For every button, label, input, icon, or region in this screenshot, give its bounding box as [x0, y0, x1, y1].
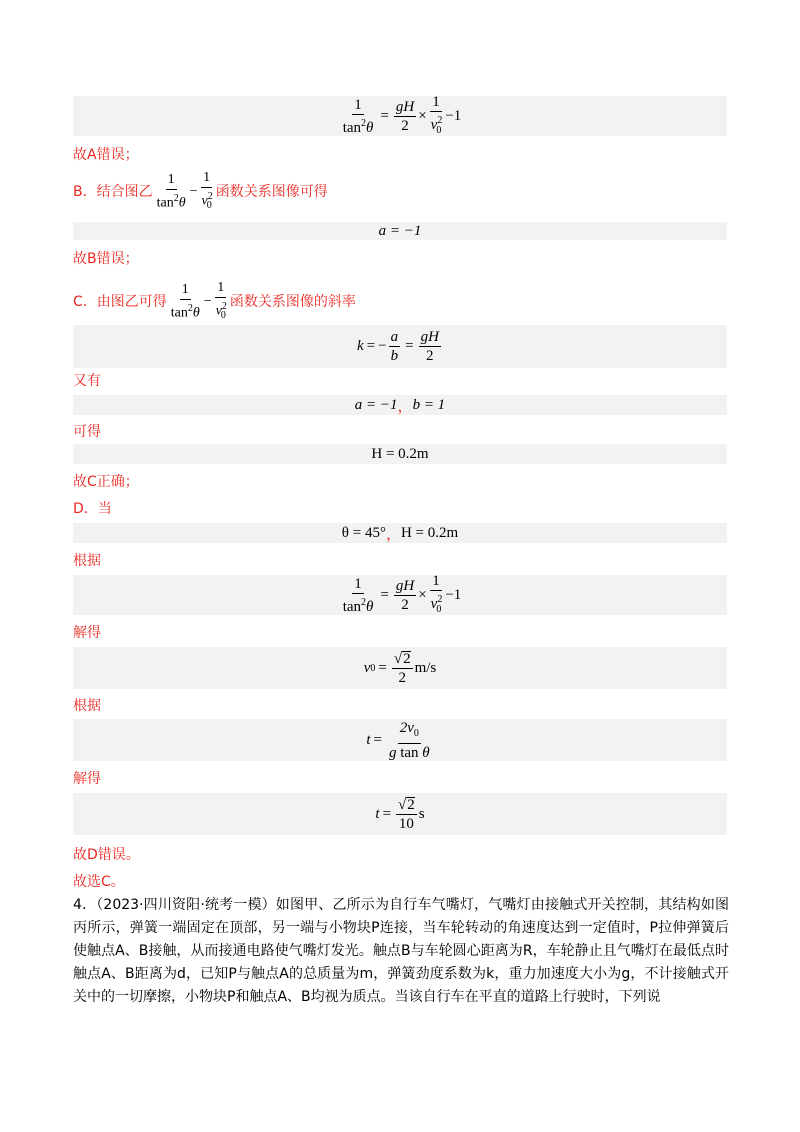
text-line-c-correct: 故C正确；	[73, 474, 139, 490]
fraction-v0: $\frac{1}{v^2_0}$	[430, 93, 443, 136]
equation-band-7: $\frac{1}{\tan^2\theta}$ = $\frac{gH}{2}$ × $\frac{1}{v^2_0}$ −1	[73, 575, 727, 615]
equation-band-2: a = −1	[73, 222, 727, 240]
text-line-solve-2: 解得	[73, 771, 101, 787]
equation-band-10: t = √ 2 10 s	[73, 793, 727, 835]
equation-band-3: k = − $\frac{a}{b}$ = $\frac{gH}{2}$	[73, 325, 727, 368]
text-line-c: C．由图乙可得 $\frac{1}{\tan^2\theta}$ − $\frac{1}{v^2_0}$ 函数关系图像的斜率	[73, 279, 356, 322]
equation-band-9: t = $\frac{2v_0}{\text{g tan θ}}$	[73, 719, 727, 761]
equation-band-5: H = 0.2m	[73, 444, 727, 464]
text-line-according-1: 根据	[73, 553, 101, 569]
equation-band-8: v 0 = √ 2 2 m/s	[73, 647, 727, 689]
text-line-b: B．结合图乙 $\frac{1}{\tan^2\theta}$ − $\frac{1}{v^2_0}$ 函数关系图像可得	[73, 169, 328, 212]
equation-band-6: θ = 45° ， H = 0.2m	[73, 523, 727, 543]
text-line-b-wrong: 故B错误；	[73, 251, 139, 267]
fraction-lhs: $\frac{1}{\tan^2\theta}$	[342, 96, 374, 136]
equation-band-1: $\frac{1}{\tan^2\theta}$ = $\frac{gH}{2}$ × $\frac{1}{v^2_0}$ −1	[73, 96, 727, 136]
text-line-also: 又有	[73, 373, 101, 389]
text-line-solve-1: 解得	[73, 625, 101, 641]
fraction-gH: $\frac{gH}{2}$	[395, 98, 415, 134]
text-line-d: D．当	[73, 501, 112, 517]
text-line-d-wrong: 故D错误。	[73, 847, 140, 863]
text-line-answer: 故选C。	[73, 874, 125, 890]
equation-band-4: a = −1 ， b = 1	[73, 395, 727, 415]
text-line-according-2: 根据	[73, 698, 101, 714]
text-line-a-wrong: 故A错误；	[73, 147, 139, 163]
text-line-get: 可得	[73, 424, 101, 440]
question-4-text: 4．（2023·四川资阳·统考一模）如图甲、乙所示为自行车气嘴灯，气嘴灯由接触式开关控制，其结构如图丙所示，弹簧一端固定在顶部，另一端与小物块P连接，当车轮转动的角速度达到一定值时，P拉伸弹簧后使触点A、B接触，从而接通电路使气嘴灯发光。触点B与车轮圆心距离为R，车轮静止且气嘴灯在最低点时触点A、B距离为d，已知P与触点A的总质量为m，弹簧劲度系数为k，重力加速度大小为g，不计接触式开关中的一切摩擦，小物块P和触点A、B均视为质点。当该自行车在平直的道路上行驶时，下列说	[73, 897, 729, 1005]
